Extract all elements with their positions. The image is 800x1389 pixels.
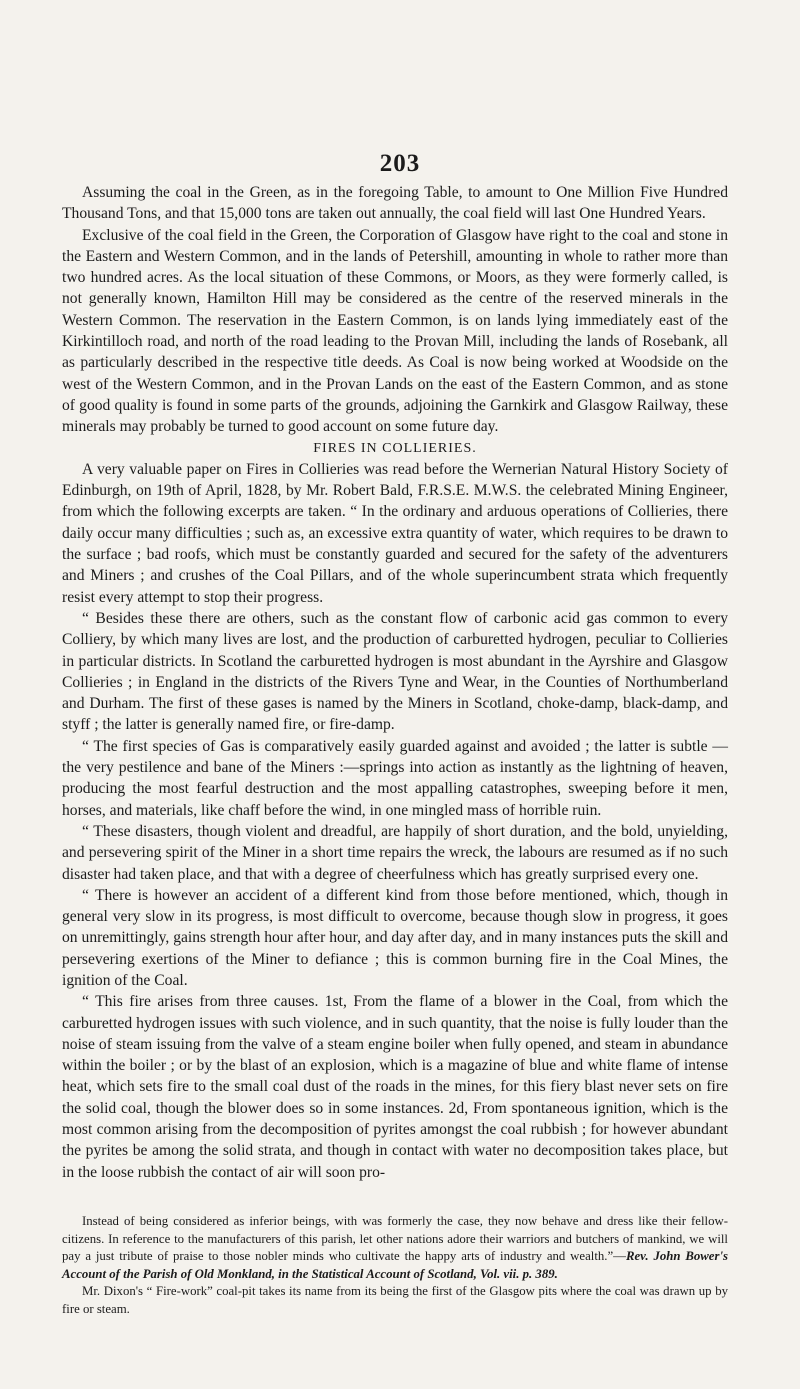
- paragraph-gases: “ Besides these there are others, such as the constant flow of carbonic acid gas common to every Colliery, by which many lives are lost, and the production of carburetted hydrogen, peculiar to Collieries in particular districts. In Scotland the carburetted hydrogen is most abundant in the Ayrshire and Glasgow Collieries ; in England in the districts of the Rivers Tyne and Wear, in the Counties of Northumberland and Durham. The first of these gases is named by the Miners in Scotland, choke-damp, black-damp, and styff ; the latter is generally named fire, or fire-damp.: [62, 609, 728, 734]
- paragraph-fire-damp: “ The first species of Gas is comparatively easily guarded against and avoided ; the latter is subtle —the very pestilence and bane of the Miners :—springs into action as instantly as the lightning of heaven, producing the most fearful destruction and the most appalling catastrophes, sweeping before it men, horses, and materials, like chaff before the wind, in one mingled mass of horrible ruin.: [62, 737, 728, 819]
- footnote-text: Instead of being considered as inferior beings, with was formerly the case, they now behave and dress like their fellow-citizens. In reference to the manufacturers of this parish, let other nations adore their warriors and butchers of mankind, we will pay a just tribute of praise to those nobler minds who cultivate the happy arts of industry and wealth.”—: [62, 1214, 728, 1264]
- footnotes: [62, 1213, 728, 1319]
- paragraph-fires-intro: A very valuable paper on Fires in Collieries was read before the Wernerian Natural History Society of Edinburgh, on 19th of April, 1828, by Mr. Robert Bald, F.R.S.E. M.W.S. the celebrated Mining Engineer, from which the following excerpts are taken. “ In the ordinary and arduous operations of Collieries, there daily occur many difficulties ; such as, an excessive extra quantity of water, which requires to be drawn to the surface ; bad roofs, which must be constantly guarded and secured for the safety of the adventurers and Miners ; and crushes of the Coal Pillars, and of the whole superincumbent strata which frequently resist every attempt to stop their progress.: [62, 460, 728, 606]
- paragraph-fire-causes: “ This fire arises from three causes. 1st, From the flame of a blower in the Coal, from which the carburetted hydrogen issues with such violence, and in such quantity, that the noise is fully louder than the noise of steam issuing from the valve of a steam engine boiler when fully opened, and steam in abundance within the boiler ; or by the blast of an explosion, which is a magazine of blue and white flame of intense heat, which sets fire to the small coal dust of the roads in the mines, for this fiery blast never sets on fire the solid coal, though the blower does so in some instances. 2d, From spontaneous ignition, which is the most common arising from the decomposition of pyrites amongst the coal rubbish ; for however abundant the pyrites be among the solid strata, and though in contact with water no decomposition takes place, but in the loose rubbish the contact of air will soon pro-: [62, 993, 728, 1181]
- body-text: [62, 182, 728, 1183]
- section-heading: FIRES IN COLLIERIES.: [313, 440, 477, 456]
- paragraph-common-lands: Exclusive of the coal field in the Green, the Corporation of Glasgow have right to the coal and stone in the Eastern and Western Common, and in the lands of Petershill, amounting in whole to rather more than two hundred acres. As the local situation of these Commons, or Moors, as they were formerly called, is not generally known, Hamilton Hill may be considered as the centre of the reserved minerals in the Western Common. The reservation in the Eastern Common, is on lands lying immediately east of the Kirkintilloch road, and north of the road leading to the Provan Mill, including the lands of Rosebank, all as particularly described in the respective title deeds. As Coal is now being worked at Woodside on the west of the Western Common, and in the Provan Lands on the east of the Eastern Common, and as stone of good quality is found in some parts of the grounds, adjoining the Garnkirk and Glasgow Railway, these minerals may probably be turned to good account on some future day.: [62, 226, 728, 436]
- page-number: 203: [379, 150, 421, 177]
- paragraph-disasters: “ These disasters, though violent and dreadful, are happily of short duration, and the bold, unyielding, and persevering spirit of the Miner in a short time repairs the wreck, the labours are resumed as if no such disaster had taken place, and that with a degree of cheerfulness which has greatly surprised every one.: [62, 822, 728, 883]
- footnote-fire-work: Mr. Dixon's “ Fire-work” coal-pit takes its name from its being the first of the Glasgow pits where the coal was drawn up by fire or steam.: [62, 1284, 728, 1316]
- paragraph-burning-fire: “ There is however an accident of a different kind from those before mentioned, which, though in general very slow in its progress, is most difficult to overcome, because though slow in progress, it goes on unremittingly, gains strength hour after hour, and day after day, and in many instances puts the skill and persevering exertions of the Miner to defiance ; this is common burning fire in the Coal Mines, the ignition of the Coal.: [62, 886, 728, 989]
- paragraph-coal-estimate: Assuming the coal in the Green, as in the foregoing Table, to amount to One Million Five Hundred Thousand Tons, and that 15,000 tons are taken out annually, the coal field will last One Hundred Years.: [62, 184, 728, 223]
- footnote-manufacturers: [62, 1213, 728, 1283]
- footnote-citation: Rev. John Bower's Account of the Parish of Old Monkland, in the Statistical Account of Scotland, Vol. vii. p. 389.: [62, 1249, 728, 1281]
